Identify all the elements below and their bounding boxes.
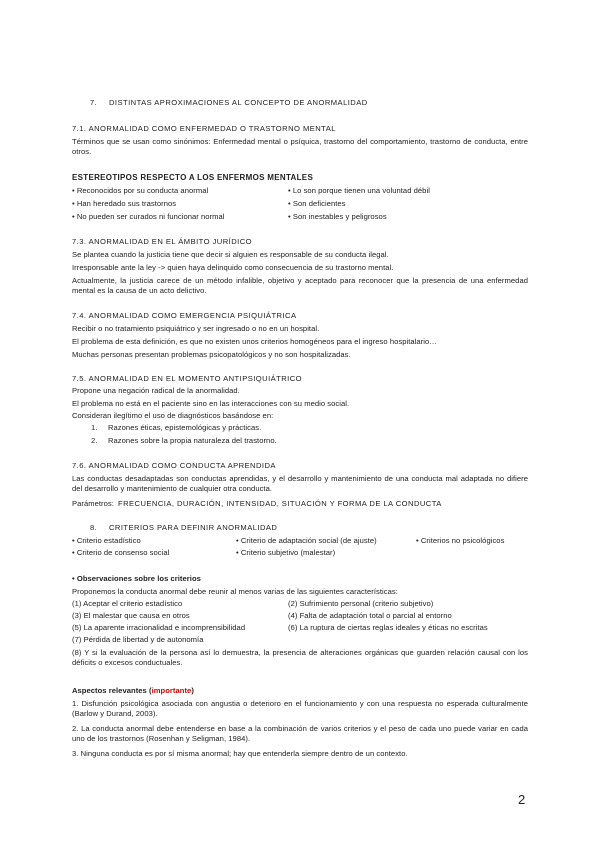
- section-7-title: DISTINTAS APROXIMACIONES AL CONCEPTO DE ANORMALIDAD: [109, 98, 368, 107]
- characteristic-item: (7) Pérdida de libertad y de autonomía: [72, 635, 204, 644]
- criterion-item: • Criterio estadístico: [72, 536, 141, 545]
- parameters-label: Parámetros:: [72, 499, 114, 508]
- section-7-1-text: Términos que se usan como sinónimos: Enfermedad mental o psíquica, trastorno del comportamiento, trastorno de conducta, entre otros.: [72, 137, 528, 156]
- characteristic-item-8: (8) Y si la evaluación de la persona así lo demuestra, la presencia de alteraciones orgánicas que guarden relación causal con los déficits o excesos conductuales.: [72, 648, 528, 667]
- stereotype-item: • Reconocidos por su conducta anormal: [72, 186, 209, 195]
- relevant-aspect-1: 1. Disfunción psicológica asociada con angustia o deterioro en el funcionamiento y con una respuesta no esperada culturalmente (Barlow y Durand, 2003).: [72, 699, 528, 718]
- section-7-5-line: Propone una negación radical de la anormalidad.: [72, 386, 240, 395]
- section-7-5-line: El problema no está en el paciente sino en las interacciones con su medio social.: [72, 399, 350, 408]
- relevant-aspect-3: 3. Ninguna conducta es por sí misma anormal; hay que entenderla siempre dentro de un contexto.: [72, 749, 408, 758]
- section-7-1-title: 7.1. ANORMALIDAD COMO ENFERMEDAD O TRASTORNO MENTAL: [72, 124, 336, 133]
- section-7-6-paragraph: Las conductas desadaptadas son conductas aprendidas, y el desarrollo y mantenimiento de una conducta mal adaptada no difiere del desarrollo y mantenimiento de cualquier otra conducta.: [72, 474, 528, 493]
- section-7-4-line: Recibir o no tratamiento psiquiátrico y ser ingresado o no en un hospital.: [72, 324, 320, 333]
- section-7-4-title: 7.4. ANORMALIDAD COMO EMERGENCIA PSIQUIÁTRICA: [72, 311, 297, 320]
- list-item-number: 2.: [91, 436, 98, 445]
- stereotype-item: • No pueden ser curados ni funcionar normal: [72, 212, 225, 221]
- criterion-item: • Criterio de adaptación social (de ajuste): [236, 536, 377, 545]
- list-item-number: 1.: [91, 423, 98, 432]
- section-7-3-title: 7.3. ANORMALIDAD EN EL ÁMBITO JURÍDICO: [72, 237, 252, 246]
- section-7-5-line: Consideran ilegítimo el uso de diagnósticos basándose en:: [72, 411, 274, 420]
- criterion-item: • Criterio subjetivo (malestar): [236, 548, 336, 557]
- characteristic-item: (4) Falta de adaptación total o parcial al entorno: [288, 611, 452, 620]
- observations-intro: Proponemos la conducta anormal debe reunir al menos varias de las siguientes características:: [72, 587, 398, 596]
- section-8-number: 8.: [90, 523, 98, 532]
- characteristic-item: (1) Aceptar el criterio estadístico: [72, 599, 183, 608]
- relevant-aspects-close: ): [191, 686, 194, 695]
- criterion-item: • Criterios no psicológicos: [416, 536, 505, 545]
- characteristic-item: (6) La ruptura de ciertas reglas ideales y éticas no escritas: [288, 623, 488, 632]
- section-7-3-line: Se plantea cuando la justicia tiene que decir si alguien es responsable de su conducta ilegal.: [72, 250, 389, 259]
- observations-title: • Observaciones sobre los criterios: [72, 574, 201, 583]
- list-item: Razones sobre la propia naturaleza del trastorno.: [108, 436, 277, 445]
- section-7-5-title: 7.5. ANORMALIDAD EN EL MOMENTO ANTIPSIQUIÁTRICO: [72, 374, 303, 383]
- important-tag: importante: [151, 686, 192, 695]
- stereotype-item: • Son deficientes: [288, 199, 346, 208]
- section-7-3-line: Irresponsable ante la ley -> quien haya delinquido como consecuencia de su trastorno mental.: [72, 263, 394, 272]
- section-7-number: 7.: [90, 98, 98, 107]
- relevant-aspects-label: Aspectos relevantes (: [72, 686, 152, 695]
- list-item: Razones éticas, epistemológicas y prácticas.: [108, 423, 262, 432]
- section-7-4-line: El problema de esta definición, es que no existen unos criterios homogéneos para el ingreso hospitalario…: [72, 337, 437, 346]
- section-8-title: CRITERIOS PARA DEFINIR ANORMALIDAD: [109, 523, 278, 532]
- stereotype-item: • Han heredado sus trastornos: [72, 199, 177, 208]
- section-7-6-title: 7.6. ANORMALIDAD COMO CONDUCTA APRENDIDA: [72, 461, 276, 470]
- relevant-aspect-2: 2. La conducta anormal debe entenderse en base a la combinación de varios criterios y el peso de cada uno puede variar en cada uno de los trastornos (Rosenhan y Seligman, 1984).: [72, 724, 528, 743]
- characteristic-item: (5) La aparente irracionalidad e incomprensibilidad: [72, 623, 246, 632]
- section-7-3-paragraph: Actualmente, la justicia carece de un método infalible, objetivo y aceptado para reconocer que la presencia de una enfermedad mental es la causa de un acto delictivo.: [72, 276, 528, 295]
- page-number: 2: [518, 792, 526, 807]
- characteristic-item: (3) El malestar que causa en otros: [72, 611, 190, 620]
- stereotypes-title: ESTEREOTIPOS RESPECTO A LOS ENFERMOS MENTALES: [72, 173, 314, 182]
- section-7-4-line: Muchas personas presentan problemas psicopatológicos y no son hospitalizadas.: [72, 350, 351, 359]
- stereotype-item: • Lo son porque tienen una voluntad débil: [288, 186, 430, 195]
- parameters-list: FRECUENCIA, DURACIÓN, INTENSIDAD, SITUACIÓN Y FORMA DE LA CONDUCTA: [118, 499, 442, 508]
- relevant-aspects-title: [72, 686, 194, 696]
- criterion-item: • Criterio de consenso social: [72, 548, 170, 557]
- stereotype-item: • Son inestables y peligrosos: [288, 212, 387, 221]
- characteristic-item: (2) Sufrimiento personal (criterio subjetivo): [288, 599, 434, 608]
